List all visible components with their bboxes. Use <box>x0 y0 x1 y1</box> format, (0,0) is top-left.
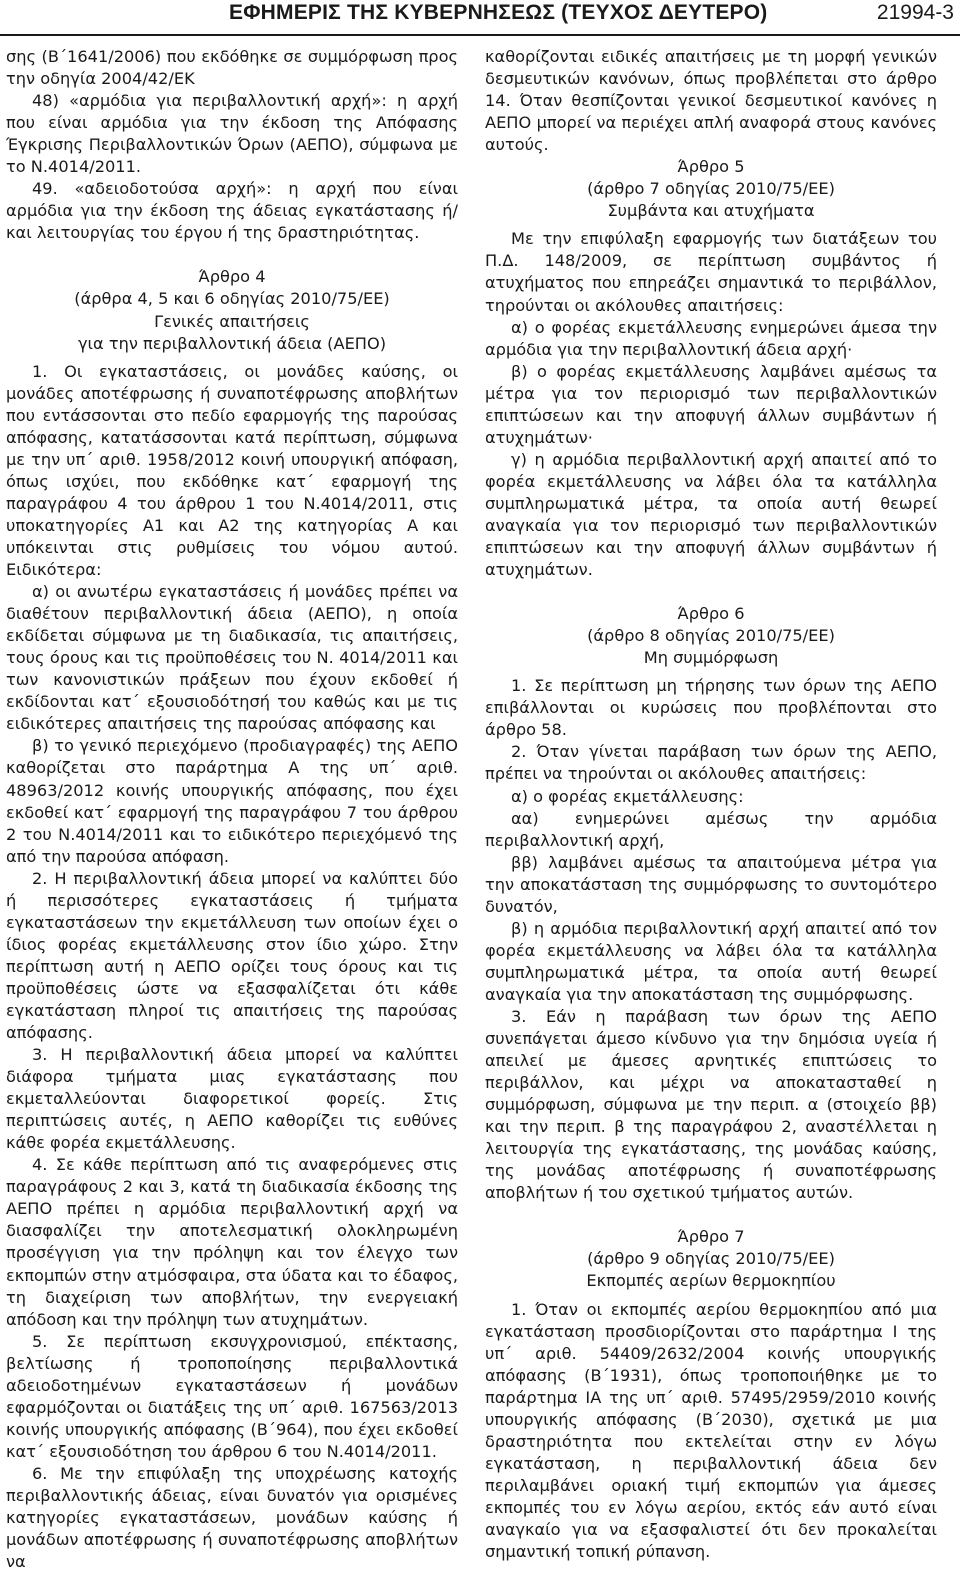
article-title: Άρθρο 7 <box>677 1227 745 1247</box>
article-title: Άρθρο 5 <box>677 157 745 177</box>
article-subtitle: για την περιβαλλοντική άδεια (ΑΕΠΟ) <box>77 333 387 353</box>
paragraph: ββ) λαμβάνει αμέσως τα απαιτούμενα μέτρα για την αποκατάσταση της συμμόρφωσης το συντομότερο δυνατόν, <box>485 852 937 916</box>
paragraph: β) η αρμόδια περιβαλλοντική αρχή απαιτεί από τον φορέα εκμετάλλευσης να λάβει όλα τα κατάλληλα συμπληρωματικά μέτρα, τα οποία αυτή θεωρεί αναγκαία για την αποκατάσταση της συμμόρφωσης. <box>485 918 937 1004</box>
paragraph: αα) ενημερώνει αμέσως την αρμόδια περιβαλλοντική αρχή, <box>485 808 937 850</box>
article-title: Άρθρο 6 <box>677 604 745 624</box>
article-subtitle: Μη συμμόρφωση <box>643 648 779 668</box>
article-6-heading <box>485 603 937 669</box>
paragraph: 1. Οι εγκαταστάσεις, οι μονάδες καύσης, οι μονάδες αποτέφρωσης ή συναποτέφρωσης αποβλήτων που εντάσσονται στο πεδίο εφαρμογής της παρούσας απόφασης, κατατάσσονται κατά περίπτωση, σύμφωνα με την υπ΄ αριθ. 1958/2012 κοινή υπουργική απόφαση, όπως ισχύει, που εκδόθηκε κατ΄ εφαρμογή της παραγράφου 4 του άρθρου 1 του Ν.4014/2011, στις υποκατηγορίες Α1 και Α2 της κατηγορίας Α και υπόκεινται στις ρυθμίσεις του νόμου αυτού. Ειδικότερα: <box>6 361 458 580</box>
paragraph: 1. Σε περίπτωση μη τήρησης των όρων της ΑΕΠΟ επιβάλλονται οι κυρώσεις που προβλέπονται στο άρθρο 58. <box>485 676 937 740</box>
paragraph: Με την επιφύλαξη εφαρμογής των διατάξεων του Π.Δ. 148/2009, σε περίπτωση συμβάντος ή ατυχήματος που επηρεάζει σημαντικά το περιβάλλον, τηρούνται οι ακόλουθες απαιτήσεις: <box>485 229 937 315</box>
paragraph: 2. Η περιβαλλοντική άδεια μπορεί να καλύπτει δύο ή περισσότερες εγκαταστάσεις ή τμήματα εγκαταστάσεων την εκμετάλλευση των οποίων έχει ο ίδιος φορέας εκμετάλλευσης στον ίδιο χώρο. Στην περίπτωση αυτή η ΑΕΠΟ ορίζει τους όρους και τις προϋποθέσεις ώστε να εξασφαλίζεται ότι κάθε εγκατάσταση πληροί τις απαιτήσεις της παρούσας απόφασης. <box>6 868 458 1043</box>
article-7-heading <box>485 1226 937 1292</box>
header-divider <box>0 34 960 36</box>
article-title: Άρθρο 4 <box>198 267 266 287</box>
paragraph: 2. Όταν γίνεται παράβαση των όρων της ΑΕΠΟ, πρέπει να τηρούνται οι ακόλουθες απαιτήσεις: <box>485 742 937 784</box>
left-column <box>6 46 458 1573</box>
article-subtitle: Συμβάντα και ατυχήματα <box>607 201 815 221</box>
gazette-title: ΕΦΗΜΕΡΙΣ ΤΗΣ ΚΥΒΕΡΝΗΣΕΩΣ (ΤΕΥΧΟΣ ΔΕΥΤΕΡΟ) <box>229 1 768 24</box>
article-subtitle: Εκπομπές αερίων θερμοκηπίου <box>586 1271 836 1291</box>
paragraph: α) οι ανωτέρω εγκαταστάσεις ή μονάδες πρέπει να διαθέτουν περιβαλλοντική άδεια (ΑΕΠΟ), η οποία εκδίδεται σύμφωνα με τη διαδικασία, τις απαιτήσεις, τους όρους και τις προϋποθέσεις του Ν. 4014/2011 και των κανονιστικών πράξεων που έχουν εκδοθεί ή εκδίδονται κατ΄ εξουσιοδότησή του καθώς και με τις ειδικότερες απαιτήσεις της παρούσας απόφασης και <box>6 582 458 734</box>
article-reference: (άρθρο 8 οδηγίας 2010/75/ΕΕ) <box>587 626 835 646</box>
paragraph: 3. Η περιβαλλοντική άδεια μπορεί να καλύπτει διάφορα τμήματα μιας εγκατάστασης που εκμεταλλεύονται διαφορετικοί φορείς. Στις περιπτώσεις αυτές, η ΑΕΠΟ καθορίζει τις ευθύνες κάθε φορέα εκμετάλλευσης. <box>6 1045 458 1153</box>
paragraph: 1. Όταν οι εκπομπές αερίου θερμοκηπίου από μια εγκατάσταση προσδιορίζονται στο παράρτημα Ι της υπ΄ αριθ. 54409/2632/2004 κοινής υπουργικής απόφασης (Β΄1931), όπως τροποποιήθηκε με το παράρτημα ΙΑ της υπ΄ αριθ. 57495/2959/2010 κοινής υπουργικής απόφασης (Β΄2030), σχετικά με μια δραστηριότητα που εκτελείται στην εν λόγω εγκατάσταση, η περιβαλλοντική άδεια δεν περιλαμβάνει οριακή τιμή εκπομπών για άμεσες εκπομπές του εν λόγω αερίου, εκτός εάν αυτό είναι αναγκαίο για να εξασφαλιστεί ότι δεν προκαλείται σημαντική τοπική ρύπανση. <box>485 1299 937 1562</box>
paragraph: 48) «αρμόδια για περιβαλλοντική αρχή»: η αρχή που είναι αρμόδια για την έκδοση της Απόφασης Έγκρισης Περιβαλλοντικών Όρων (ΑΕΠΟ), σύμφωνα με το Ν.4014/2011. <box>6 91 458 177</box>
right-column <box>485 46 937 1563</box>
paragraph: α) ο φορέας εκμετάλλευσης: <box>511 786 744 806</box>
article-subtitle: Γενικές απαιτήσεις <box>154 311 310 331</box>
paragraph: 6. Με την επιφύλαξη της υποχρέωσης κατοχής περιβαλλοντικής άδειας, είναι δυνατόν για ορισμένες κατηγορίες εγκαταστάσεων, μονάδων καύσης ή μονάδων αποτέφρωσης ή συναποτέφρωσης αποβλήτων να <box>6 1463 458 1572</box>
article-5-heading <box>485 156 937 222</box>
article-reference: (άρθρο 9 οδηγίας 2010/75/ΕΕ) <box>587 1249 835 1269</box>
paragraph: 4. Σε κάθε περίπτωση από τις αναφερόμενες στις παραγράφους 2 και 3, κατά τη διαδικασία έκδοσης της ΑΕΠΟ πρέπει η αρμόδια περιβαλλοντική αρχή να διασφαλίζει την αποτελεσματική ολοκληρωμένη προσέγγιση για την πρόληψη και τον έλεγχο των εκπομπών στην ατμόσφαιρα, στα ύδατα και το έδαφος, τη διαχείριση των αποβλήτων, την ενεργειακή απόδοση και την πρόληψη των ατυχημάτων. <box>6 1155 458 1329</box>
page-number: 21994-3 <box>876 1 954 24</box>
paragraph: 49. «αδειοδοτούσα αρχή»: η αρχή που είναι αρμόδια για την έκδοση της άδειας εγκατάστασης ή/και λειτουργίας του έργου ή της δραστηριότητας. <box>6 179 458 243</box>
paragraph: 5. Σε περίπτωση εκσυγχρονισμού, επέκτασης, βελτίωσης ή τροποποίησης περιβαλλοντικά αδειοδοτημένων εγκαταστάσεων ή μονάδων εφαρμόζονται οι διατάξεις της υπ΄ αριθ. 167563/2013 κοινής υπουργικής απόφασης (Β΄964), που έχει εκδοθεί κατ΄ εξουσιοδότηση του άρθρου 6 του Ν.4014/2011. <box>6 1331 458 1461</box>
paragraph: α) ο φορέας εκμετάλλευσης ενημερώνει άμεσα την αρμόδια για την περιβαλλοντική άδεια αρχή· <box>485 317 937 359</box>
article-reference: (άρθρο 7 οδηγίας 2010/75/ΕΕ) <box>587 179 835 199</box>
paragraph: σης (Β΄1641/2006) που εκδόθηκε σε συμμόρφωση προς την οδηγία 2004/42/ΕΚ <box>6 47 458 89</box>
paragraph: καθορίζονται ειδικές απαιτήσεις με τη μορφή γενικών δεσμευτικών κανόνων, όπως προβλέπεται στο άρθρο 14. Όταν θεσπίζονται γενικοί δεσμευτικοί κανόνες η ΑΕΠΟ μπορεί να περιέχει απλή αναφορά στους κανόνες αυτούς. <box>485 47 937 155</box>
paragraph: β) το γενικό περιεχόμενο (προδιαγραφές) της ΑΕΠΟ καθορίζεται στο παράρτημα Α της υπ΄ αριθ. 48963/2012 κοινής υπουργικής απόφασης, που έχει εκδοθεί κατ΄ εφαρμογή της παραγράφου 7 του άρθρου 2 του Ν.4014/2011 και το ειδικότερο περιεχόμενό της από την παρούσα απόφαση. <box>6 736 458 866</box>
article-4-heading <box>6 266 458 354</box>
paragraph: γ) η αρμόδια περιβαλλοντική αρχή απαιτεί από το φορέα εκμετάλλευσης να λάβει όλα τα κατάλληλα συμπληρωματικά μέτρα, τα οποία αυτή θεωρεί αναγκαία για τον περιορισμό των περιβαλλοντικών επιπτώσεων και την αποφυγή άλλων συμβάντων ή ατυχημάτων. <box>485 449 937 580</box>
paragraph: 3. Εάν η παράβαση των όρων της ΑΕΠΟ συνεπάγεται άμεσο κίνδυνο για την δημόσια υγεία ή απειλεί με άμεσες αρνητικές επιπτώσεις το περιβάλλον, και μέχρι να αποκατασταθεί η συμμόρφωση, σύμφωνα με την περιπ. α (στοιχείο ββ) και την περιπ. β της παραγράφου 2, αναστέλλεται η λειτουργία της εγκατάστασης, της μονάδας καύσης, της μονάδας αποτέφρωσης ή συναποτέφρωσης αποβλήτων ή του σχετικού τμήματος αυτών. <box>485 1006 937 1203</box>
paragraph: β) ο φορέας εκμετάλλευσης λαμβάνει αμέσως τα μέτρα για τον περιορισμό των περιβαλλοντικών επιπτώσεων και την αποφυγή άλλων συμβάντων ή ατυχημάτων· <box>485 361 937 447</box>
page-header <box>0 0 960 40</box>
article-reference: (άρθρα 4, 5 και 6 οδηγίας 2010/75/ΕΕ) <box>74 289 390 309</box>
